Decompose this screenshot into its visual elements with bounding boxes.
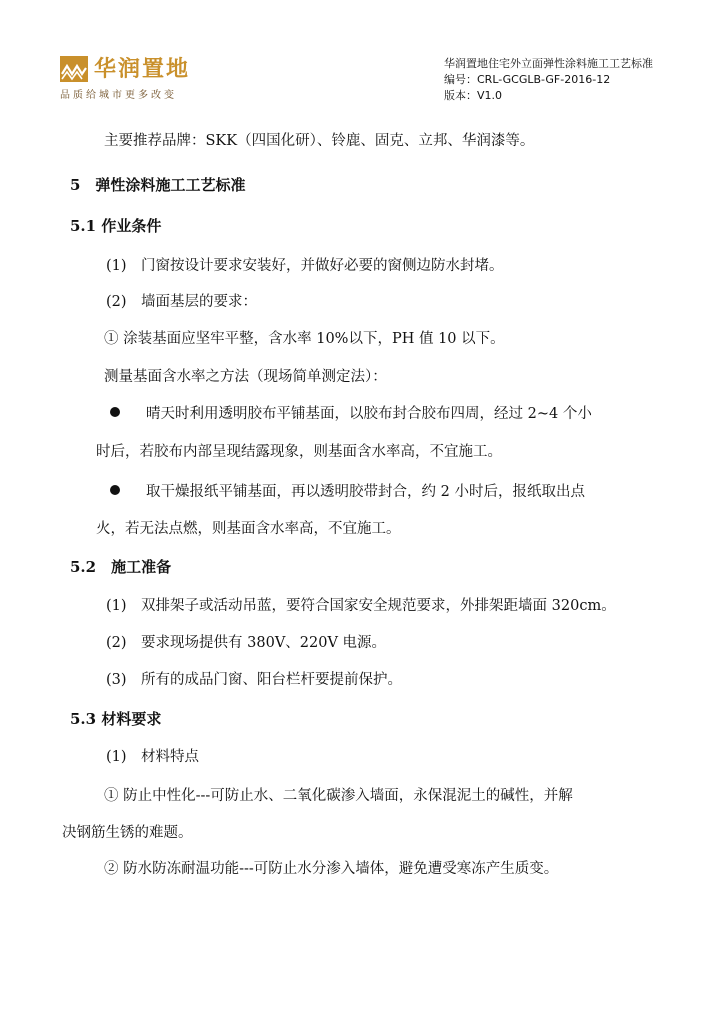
item-5-1-1: (1) 门窗按设计要求安装好，并做好必要的窗侧边防水封堵。 (106, 258, 504, 274)
company-name: 华润置地 (94, 57, 191, 82)
company-slogan: 品质给城市更多改变 (60, 90, 177, 101)
recommended-brands: 主要推荐品牌：SKK（四国化研）、铃鹿、固克、立邦、华润漆等。 (104, 133, 535, 149)
document-meta (444, 56, 653, 104)
item-5-1-2-sub1: ① 涂装基面应坚牢平整，含水率 10%以下，PH 值 10 以下。 (104, 331, 505, 347)
item-5-3-1-sub1-line-2: 决钢筋生锈的难题。 (62, 825, 193, 841)
huarun-land-logo-icon (60, 56, 88, 82)
section-5-3-heading: 5.3 材料要求 (70, 710, 162, 728)
item-5-3-1-sub2: ② 防水防冻耐温功能---可防止水分渗入墙体，避免遭受寒冻产生质变。 (104, 861, 559, 877)
document-number: 编号：CRL-GCGLB-GF-2016-12 (444, 73, 611, 86)
item-5-2-1: (1) 双排架子或活动吊蓝，要符合国家安全规范要求，外排架距墙面 320cm。 (106, 598, 616, 614)
moisture-method-intro: 测量基面含水率之方法（现场简单测定法）： (104, 369, 387, 385)
document-version: 版本：V1.0 (444, 89, 503, 102)
bullet-1-line-1: 晴天时利用透明胶布平铺基面，以胶布封合胶布四周，经过 2~4 个小 (146, 406, 592, 422)
bullet-2-line-2: 火，若无法点燃，则基面含水率高，不宜施工。 (96, 521, 401, 537)
section-5-2-heading: 5.2 施工准备 (70, 558, 172, 576)
item-5-1-2: (2) 墙面基层的要求： (106, 294, 258, 310)
document-title: 华润置地住宅外立面弹性涂料施工工艺标准 (444, 57, 653, 70)
section-5-1-heading: 5.1 作业条件 (70, 217, 162, 235)
bullet-1-line-2: 时后，若胶布内部呈现结露现象，则基面含水率高，不宜施工。 (96, 444, 502, 460)
bullet-2-line-1: 取干燥报纸平铺基面，再以透明胶带封合，约 2 小时后，报纸取出点 (146, 484, 585, 500)
item-5-2-3: (3) 所有的成品门窗、阳台栏杆要提前保护。 (106, 672, 403, 688)
bullet-icon (110, 485, 120, 495)
bullet-icon (110, 407, 120, 417)
item-5-3-1-sub1-line-1: ① 防止中性化---可防止水、二氧化碳渗入墙面，永保混泥土的碱性，并解 (104, 788, 573, 804)
item-5-3-1: (1) 材料特点 (106, 749, 200, 765)
section-5-heading: 5 弹性涂料施工工艺标准 (70, 176, 246, 194)
company-logo (60, 52, 300, 102)
item-5-2-2: (2) 要求现场提供有 380V、220V 电源。 (106, 635, 387, 651)
